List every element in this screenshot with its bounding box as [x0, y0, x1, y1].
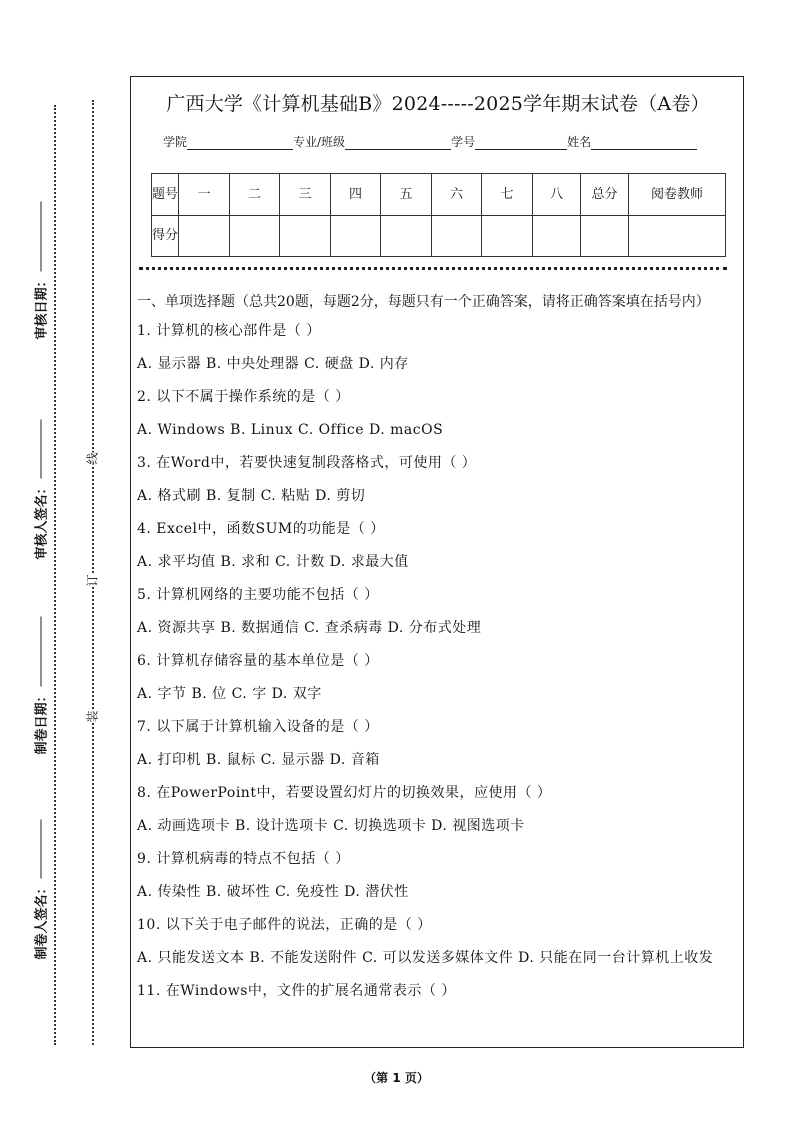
section-one: [137, 291, 739, 1013]
score-cell-total[interactable]: [581, 216, 629, 257]
score-col-4: 四: [331, 174, 381, 216]
option-line: A. 只能发送文本 B. 不能发送附件 C. 可以发送多媒体文件 D. 只能在同一台计算机上收发: [137, 950, 714, 966]
separator-dotted-line: [139, 267, 727, 270]
score-cell[interactable]: [331, 216, 381, 257]
question-line: 7. 以下属于计算机输入设备的是（ ）: [137, 719, 379, 735]
score-col-8: 八: [533, 174, 581, 216]
score-cell[interactable]: [432, 216, 482, 257]
page-number: （第 1 页）: [364, 1071, 429, 1085]
section-heading: 一、单项选择题（总共20题，每题2分，每题只有一个正确答案，请将正确答案填在括号内）: [137, 294, 710, 310]
student-info-row: [163, 133, 697, 150]
score-row-header: 得分: [152, 216, 179, 257]
college-label: 学院: [163, 135, 188, 149]
option-line: A. 动画选项卡 B. 设计选项卡 C. 切换选项卡 D. 视图选项卡: [137, 818, 525, 834]
review-date-field[interactable]: [31, 200, 50, 340]
score-cell[interactable]: [230, 216, 280, 257]
college-input[interactable]: [187, 137, 293, 150]
major-class-input[interactable]: [345, 137, 451, 150]
reviewer-signature-label: 审核人签名：: [34, 481, 50, 560]
compile-date-field[interactable]: [31, 615, 50, 755]
name-label: 姓名: [567, 135, 592, 149]
score-col-grader: 阅卷教师: [629, 174, 726, 216]
student-id-label: 学号: [451, 135, 476, 149]
score-col-7: 七: [482, 174, 533, 216]
binding-char-xian: 线: [82, 452, 103, 464]
question-line: 1. 计算机的核心部件是（ ）: [137, 323, 321, 339]
option-line: A. Windows B. Linux C. Office D. macOS: [137, 422, 444, 438]
signature-dotted-line: [54, 105, 56, 1045]
score-cell-grader[interactable]: [629, 216, 726, 257]
option-line: A. 字节 B. 位 C. 字 D. 双字: [137, 686, 322, 702]
score-table-score-row: [152, 216, 726, 257]
compiler-signature-field[interactable]: [31, 820, 50, 960]
question-line: 4. Excel中，函数SUM的功能是（ ）: [137, 521, 385, 537]
binding-char-ding: 订: [82, 574, 103, 586]
reviewer-signature-field[interactable]: [31, 420, 50, 560]
score-col-3: 三: [280, 174, 331, 216]
score-table: [151, 173, 726, 257]
option-line: A. 格式刷 B. 复制 C. 粘贴 D. 剪切: [137, 488, 366, 504]
binding-char-zhuang: 装: [82, 710, 103, 722]
major-class-label: 专业/班级: [293, 135, 346, 149]
score-col-1: 一: [179, 174, 230, 216]
compile-date-label: 制卷日期：: [34, 689, 50, 755]
score-cell[interactable]: [381, 216, 432, 257]
score-col-6: 六: [432, 174, 482, 216]
question-line: 3. 在Word中，若要快速复制段落格式，可使用（ ）: [137, 455, 477, 471]
question-line: 5. 计算机网络的主要功能不包括（ ）: [137, 587, 379, 603]
binding-dotted-line: [92, 100, 94, 1045]
student-id-input[interactable]: [475, 137, 567, 150]
exam-paper: [130, 76, 744, 1048]
option-line: A. 资源共享 B. 数据通信 C. 查杀病毒 D. 分布式处理: [137, 620, 482, 636]
score-cell[interactable]: [533, 216, 581, 257]
score-table-header-row: [152, 174, 726, 216]
score-col-total: 总分: [581, 174, 629, 216]
review-date-label: 审核日期：: [34, 274, 50, 340]
option-line: A. 显示器 B. 中央处理器 C. 硬盘 D. 内存: [137, 356, 409, 372]
question-number-header: 题号: [152, 174, 179, 216]
compiler-signature-label: 制卷人签名：: [34, 881, 50, 960]
score-cell[interactable]: [179, 216, 230, 257]
option-line: A. 求平均值 B. 求和 C. 计数 D. 求最大值: [137, 554, 409, 570]
score-cell[interactable]: [280, 216, 331, 257]
question-line: 8. 在PowerPoint中，若要设置幻灯片的切换效果，应使用（ ）: [137, 785, 552, 801]
option-line: A. 传染性 B. 破坏性 C. 免疫性 D. 潜伏性: [137, 884, 409, 900]
name-input[interactable]: [591, 137, 697, 150]
option-line: A. 打印机 B. 鼠标 C. 显示器 D. 音箱: [137, 752, 380, 768]
question-line: 9. 计算机病毒的特点不包括（ ）: [137, 851, 350, 867]
score-cell[interactable]: [482, 216, 533, 257]
score-col-5: 五: [381, 174, 432, 216]
question-line: 2. 以下不属于操作系统的是（ ）: [137, 389, 350, 405]
question-line: 10. 以下关于电子邮件的说法，正确的是（ ）: [137, 917, 432, 933]
question-line: 6. 计算机存储容量的基本单位是（ ）: [137, 653, 379, 669]
question-line: 11. 在Windows中，文件的扩展名通常表示（ ）: [137, 983, 456, 999]
exam-title: 广西大学《计算机基础B》2024-----2025学年期末试卷（A卷）: [166, 93, 710, 115]
score-col-2: 二: [230, 174, 280, 216]
